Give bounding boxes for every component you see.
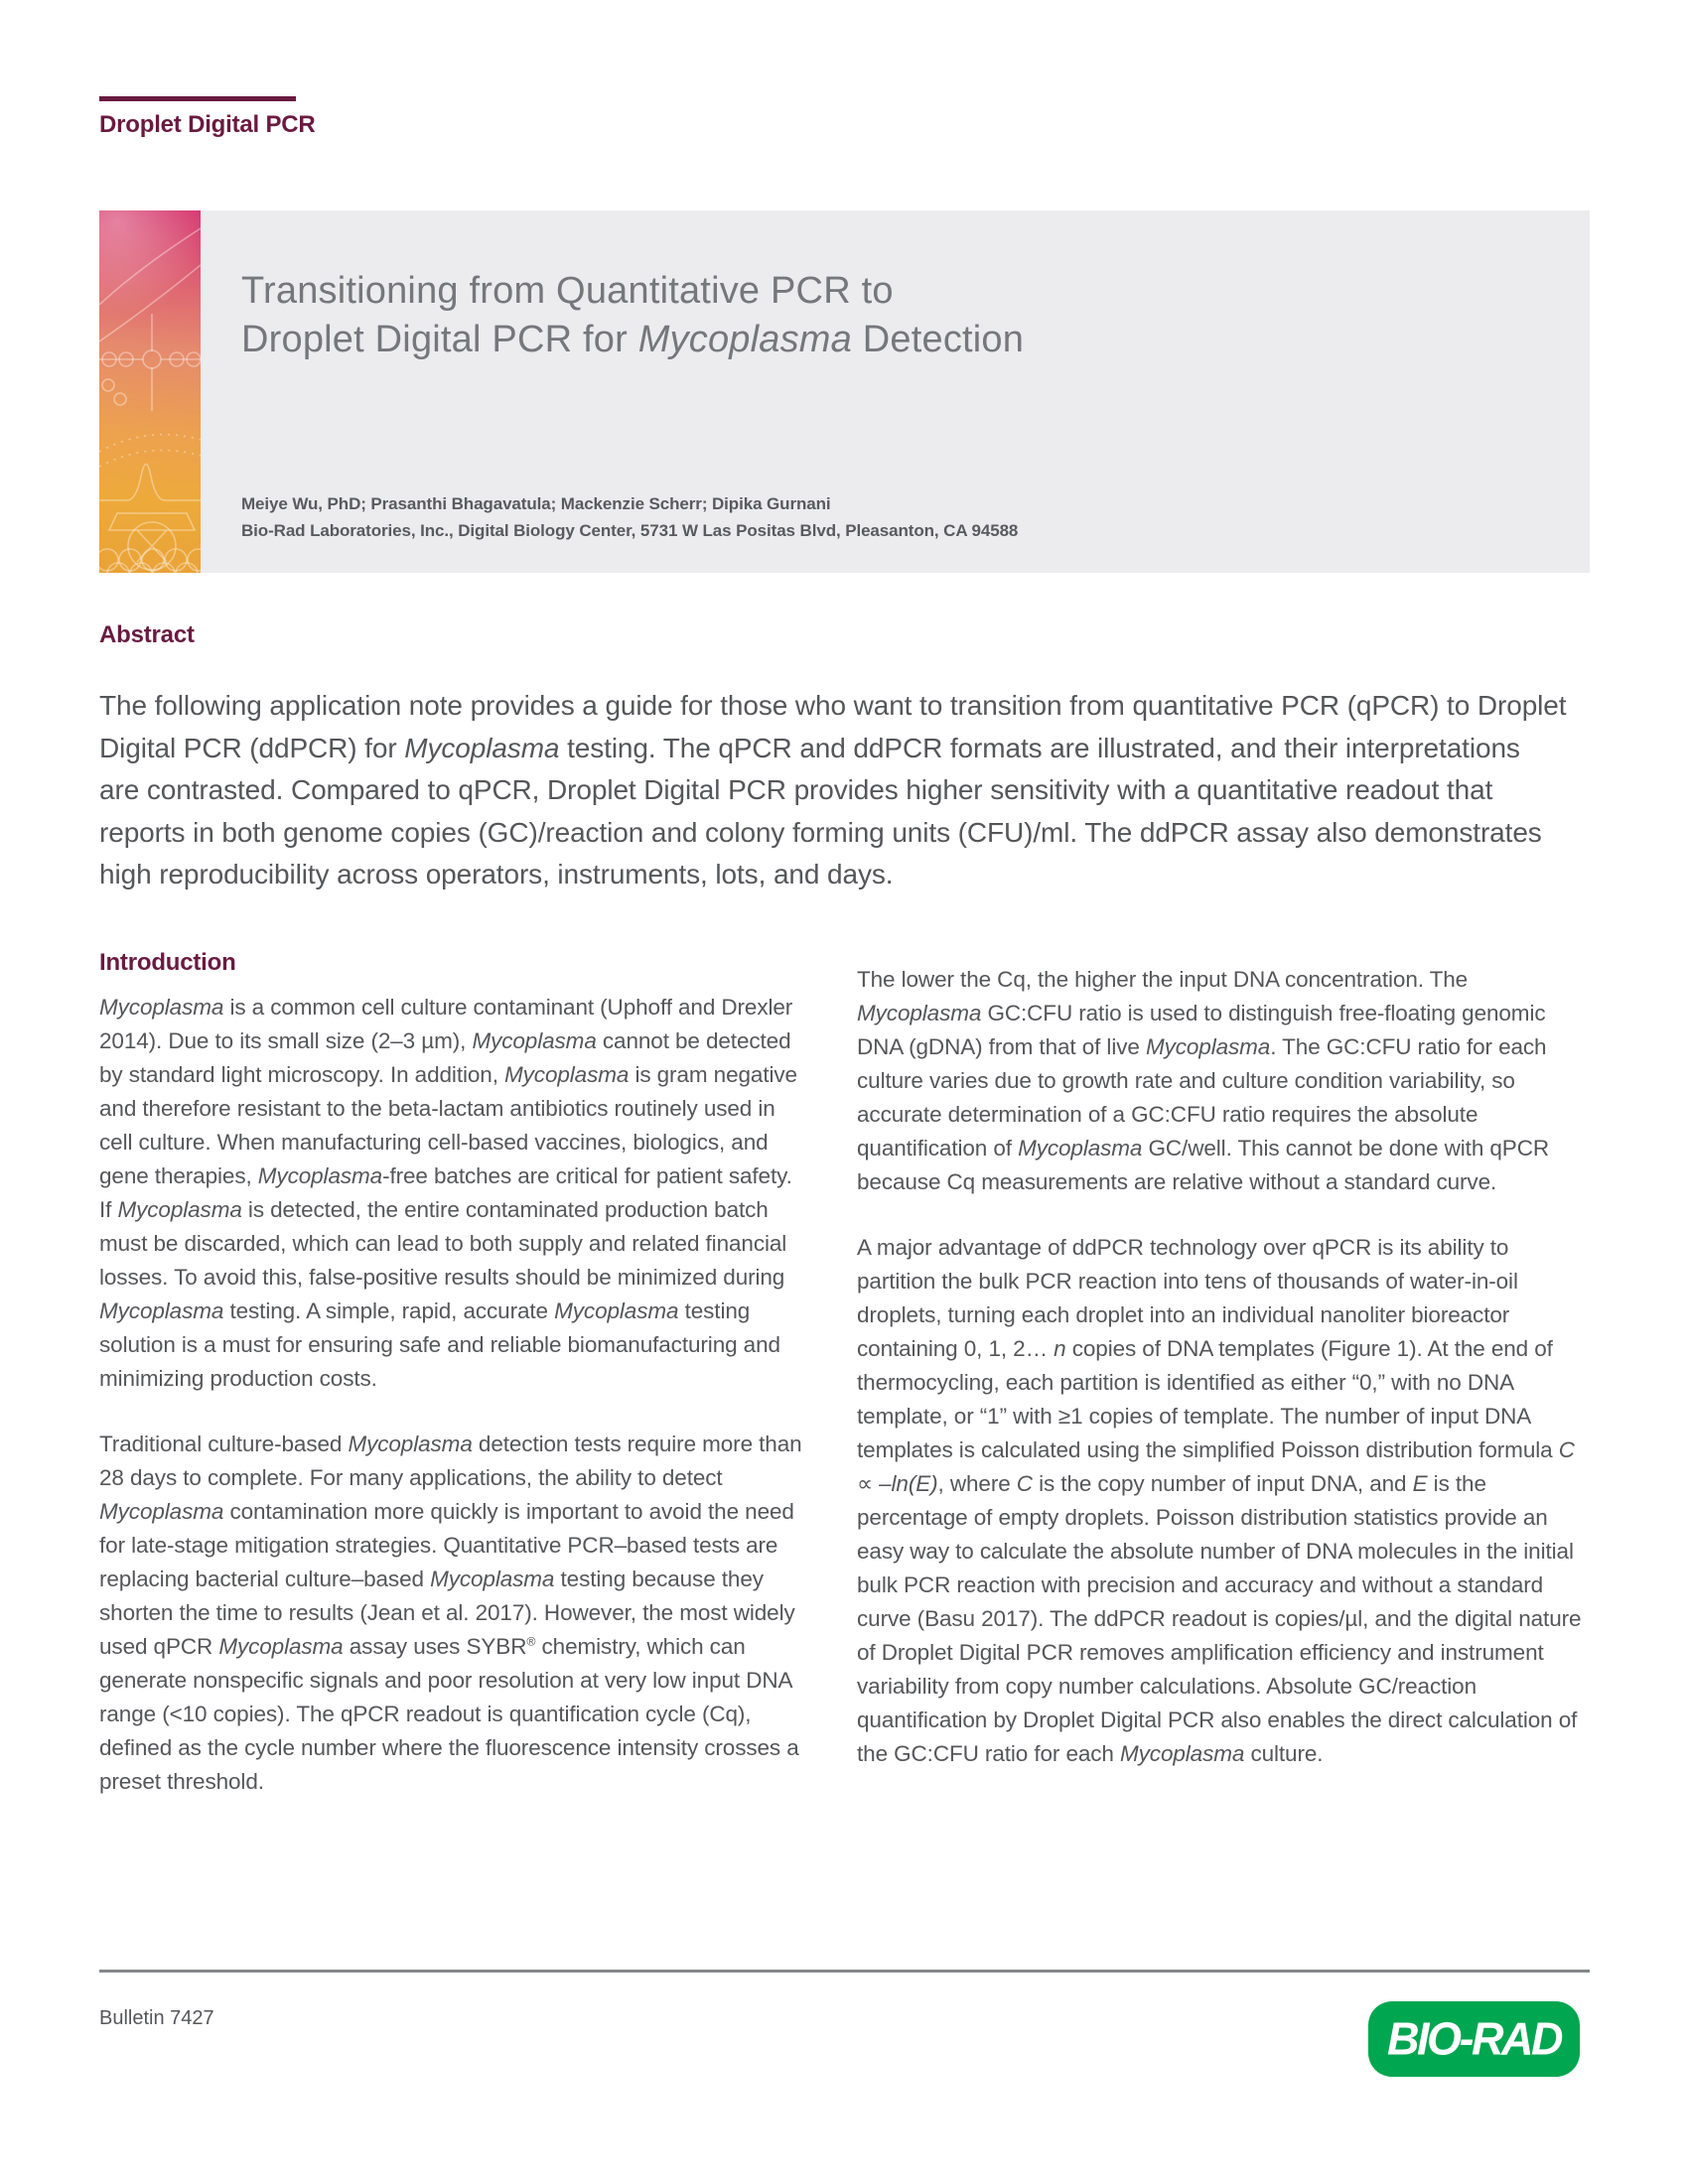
bio-rad-logo-text: BIO-RAD [1387, 2012, 1561, 2065]
body-paragraph: Mycoplasma is a common cell culture contaminant (Uphoff and Drexler 2014). Due to its small size (2–3 µm), Mycoplasma cannot be detected by standard light microscopy. In addition, Mycoplasma is gram negative and therefore resistant to the beta-lactam antibiotics routinely used in cell culture. When manufacturing cell-based vaccines, biologics, and gene therapies, Mycoplasma-free batches are critical for patient safety. If Mycoplasma is detected, the entire contaminated production batch must be discarded, which can lead to both supply and related financial losses. To avoid this, false-positive results should be minimized during Mycoplasma testing. A simple, rapid, accurate Mycoplasma testing solution is a must for ensuring safe and reliable biomanufacturing and minimizing production costs. [99, 995, 797, 1391]
authors: Meiye Wu, PhD; Prasanthi Bhagavatula; Mackenzie Scherr; Dipika Gurnani [241, 494, 831, 513]
author-block [241, 490, 1018, 544]
banner-artwork [99, 210, 201, 573]
series-tagline: Droplet Digital PCR [99, 111, 316, 138]
abstract-text: The following application note provides a guide for those who want to transition from quantitative PCR (qPCR) to Droplet Digital PCR (ddPCR) for Mycoplasma testing. The qPCR and ddPCR formats are illustrated, and their interpretations are contrasted. Compared to qPCR, Droplet Digital PCR provides higher sensitivity with a quantitative readout that reports in both genome copies (GC)/reaction and colony forming units (CFU)/ml. The ddPCR assay also demonstrates high reproducibility across operators, instruments, lots, and days. [99, 690, 1567, 889]
abstract-heading: Abstract [99, 621, 195, 648]
affiliation: Bio-Rad Laboratories, Inc., Digital Biology Center, 5731 W Las Positas Blvd, Pleasanton, CA 94588 [241, 521, 1019, 540]
document-title-line2: Droplet Digital PCR for Mycoplasma Detection [241, 319, 1025, 361]
title-banner [99, 210, 1590, 573]
left-column [99, 949, 809, 1831]
document-title [241, 267, 1024, 364]
document-title-line1: Transitioning from Quantitative PCR to [241, 270, 894, 313]
body-paragraph: A major advantage of ddPCR technology over qPCR is its ability to partition the bulk PCR reaction into tens of thousands of water-in-oil droplets, turning each droplet into an individual nanoliter bioreactor containing 0, 1, 2… n copies of DNA templates (Figure 1). At the end of thermocycling, each partition is identified as either “0,” with no DNA template, or “1” with ≥1 copies of template. The number of input DNA templates is calculated using the simplified Poisson distribution formula C ∝ –ln(E), where C is the copy number of input DNA, and E is the percentage of empty droplets. Poisson distribution statistics provide an easy way to calculate the absolute number of DNA molecules in the initial bulk PCR reaction with precision and accuracy and without a standard curve (Basu 2017). The ddPCR readout is copies/µl, and the digital nature of Droplet Digital PCR removes amplification efficiency and instrument variability from copy number calculations. Absolute GC/reaction quantification by Droplet Digital PCR also enables the direct calculation of the GC:CFU ratio for each Mycoplasma culture. [857, 1235, 1582, 1766]
right-column [857, 949, 1590, 1831]
introduction-heading: Introduction [99, 949, 236, 976]
bio-rad-logo [1368, 2001, 1580, 2077]
footer-rule [99, 1970, 1590, 1973]
bulletin-number: Bulletin 7427 [99, 2007, 214, 2029]
tagline-rule [99, 96, 296, 101]
body-paragraph: The lower the Cq, the higher the input DNA concentration. The Mycoplasma GC:CFU ratio is used to distinguish free-floating genomic DNA (gDNA) from that of live Mycoplasma. The GC:CFU ratio for each culture varies due to growth rate and culture condition variability, so accurate determination of a GC:CFU ratio requires the absolute quantification of Mycoplasma GC/well. This cannot be done with qPCR because Cq measurements are relative without a standard curve. [857, 967, 1549, 1194]
banner-panel [201, 210, 1590, 573]
body-paragraph: Traditional culture-based Mycoplasma detection tests require more than 28 days to complete. For many applications, the ability to detect Mycoplasma contamination more quickly is important to avoid the need for late-stage mitigation strategies. Quantitative PCR–based tests are replacing bacterial culture–based Mycoplasma testing because they shorten the time to results (Jean et al. 2017). However, the most widely used qPCR Mycoplasma assay uses SYBR® chemistry, which can generate nonspecific signals and poor resolution at very low input DNA range (<10 copies). The qPCR readout is quantification cycle (Cq), defined as the cycle number where the fluorescence intensity crosses a preset threshold. [99, 1432, 802, 1794]
two-column-body [99, 949, 1590, 1831]
